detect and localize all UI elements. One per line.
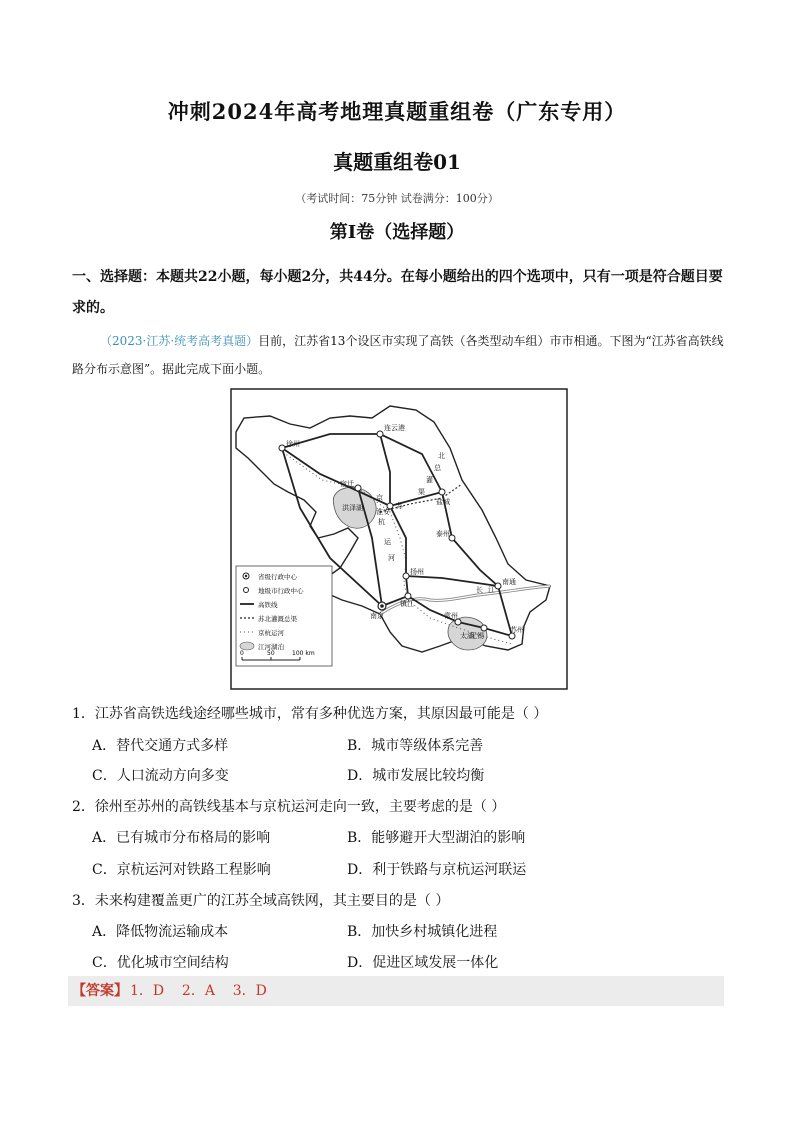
passage-text: 目前，江苏省13个设区市实现了高铁（各类型动车组）市市相通。下图为“江苏省高铁线路分布示意图”。据此完成下面小题。 <box>72 334 724 376</box>
question-2-option-c[interactable]: C．京杭运河对铁路工程影响 <box>92 862 271 878</box>
city-label-changzhou: 常州 <box>444 612 458 620</box>
answer-bar <box>68 976 724 1006</box>
irrigation-label-3: 北 <box>438 452 445 460</box>
exam-title: 冲刺2024年高考地理真题重组卷（广东专用） <box>167 99 627 124</box>
passage <box>72 327 724 383</box>
map-legend <box>236 566 332 666</box>
city-label-suqian: 宿迁 <box>340 480 354 488</box>
legend-canal: 京杭运河 <box>258 629 284 637</box>
city-label-yancheng: 盐城 <box>436 498 450 506</box>
question-2-option-b[interactable]: B．能够避开大型湖泊的影响 <box>347 830 526 846</box>
canal-label-1: 京 <box>376 494 383 502</box>
legend-provincial-capital: 省级行政中心 <box>258 573 297 581</box>
scale-mid: 50 <box>267 650 275 657</box>
question-1-option-b[interactable]: B．城市等级体系完善 <box>347 738 484 754</box>
question-2-stem: 2．徐州至苏州的高铁线基本与京杭运河走向一致，主要考虑的是（ ） <box>72 799 506 815</box>
question-1-option-d[interactable]: D．城市发展比较均衡 <box>347 768 485 784</box>
question-1-option-a[interactable]: A．替代交通方式多样 <box>92 738 229 754</box>
question-1-option-c[interactable]: C．人口流动方向多变 <box>92 768 229 784</box>
river-label-yangtze-1: 长 <box>476 586 483 594</box>
city-label-huaian: 淮安 <box>376 508 390 516</box>
legend-irrigation: 苏北灌溉总渠 <box>258 615 297 623</box>
answer-label: 【答案】 <box>72 983 128 999</box>
jiangsu-hsr-map <box>230 388 568 690</box>
city-label-nantong: 南通 <box>502 578 516 586</box>
city-label-suzhou: 苏州 <box>510 626 524 634</box>
exam-subtitle: 真题重组卷01 <box>333 150 461 174</box>
irrigation-label-2: 灌 <box>426 476 433 484</box>
legend-prefecture-city: 地级市行政中心 <box>258 587 304 595</box>
legend-lakes: 江河湖泊 <box>258 643 284 651</box>
city-label-lianyungang: 连云港 <box>384 424 405 432</box>
city-label-taizhou: 泰州 <box>436 530 450 538</box>
question-2-option-a[interactable]: A．已有城市分布格局的影响 <box>92 830 271 846</box>
city-label-xuzhou: 徐州 <box>286 440 300 448</box>
irrigation-label-4: 渠 <box>418 488 425 496</box>
city-label-wuxi: 无锡 <box>470 632 484 640</box>
question-3-option-c[interactable]: C．优化城市空间结构 <box>92 955 229 971</box>
scale-zero: 0 <box>240 650 244 657</box>
section-instructions: 一、选择题：本题共22小题，每小题2分，共44分。在每小题给出的四个选项中，只有一项是符合题目要求的。 <box>72 269 723 316</box>
canal-label-4: 河 <box>388 554 395 562</box>
passage-source: （2023·江苏·统考高考真题） <box>100 334 259 348</box>
legend-hsr: 高铁线 <box>258 601 278 609</box>
question-2-option-d[interactable]: D．利于铁路与京杭运河联运 <box>347 862 527 878</box>
canal-label-5: 苏 <box>396 502 403 510</box>
answer-text: 1．D 2．A 3．D <box>130 983 267 999</box>
canal-label-2: 杭 <box>378 518 385 526</box>
exam-info: （考试时间：75分钟 试卷满分：100分） <box>295 192 499 205</box>
question-1-stem: 1．江苏省高铁选线途经哪些城市，常有多种优选方案，其原因最可能是（ ） <box>72 706 548 722</box>
city-label-yangzhou: 扬州 <box>410 568 424 576</box>
city-label-nanjing: 南京 <box>370 612 384 620</box>
river-label-yangtze-2: 江 <box>488 586 495 594</box>
question-3-option-b[interactable]: B．加快乡村城镇化进程 <box>347 924 498 940</box>
lake-label-taihu: 太湖 <box>460 632 474 640</box>
question-3-option-a[interactable]: A．降低物流运输成本 <box>92 924 229 940</box>
irrigation-label-1: 总 <box>434 464 441 472</box>
map-figure <box>230 388 568 690</box>
city-label-zhenjiang: 镇江 <box>400 600 414 608</box>
part-title: 第I卷（选择题） <box>329 222 465 243</box>
question-3-option-d[interactable]: D．促进区域发展一体化 <box>347 955 499 971</box>
lake-label-hongze: 洪泽湖 <box>342 504 363 512</box>
question-3-stem: 3．未来构建覆盖更广的江苏全域高铁网，其主要目的是（ ） <box>72 893 450 909</box>
scale-end: 100 km <box>292 650 315 657</box>
canal-label-3: 运 <box>384 538 391 546</box>
